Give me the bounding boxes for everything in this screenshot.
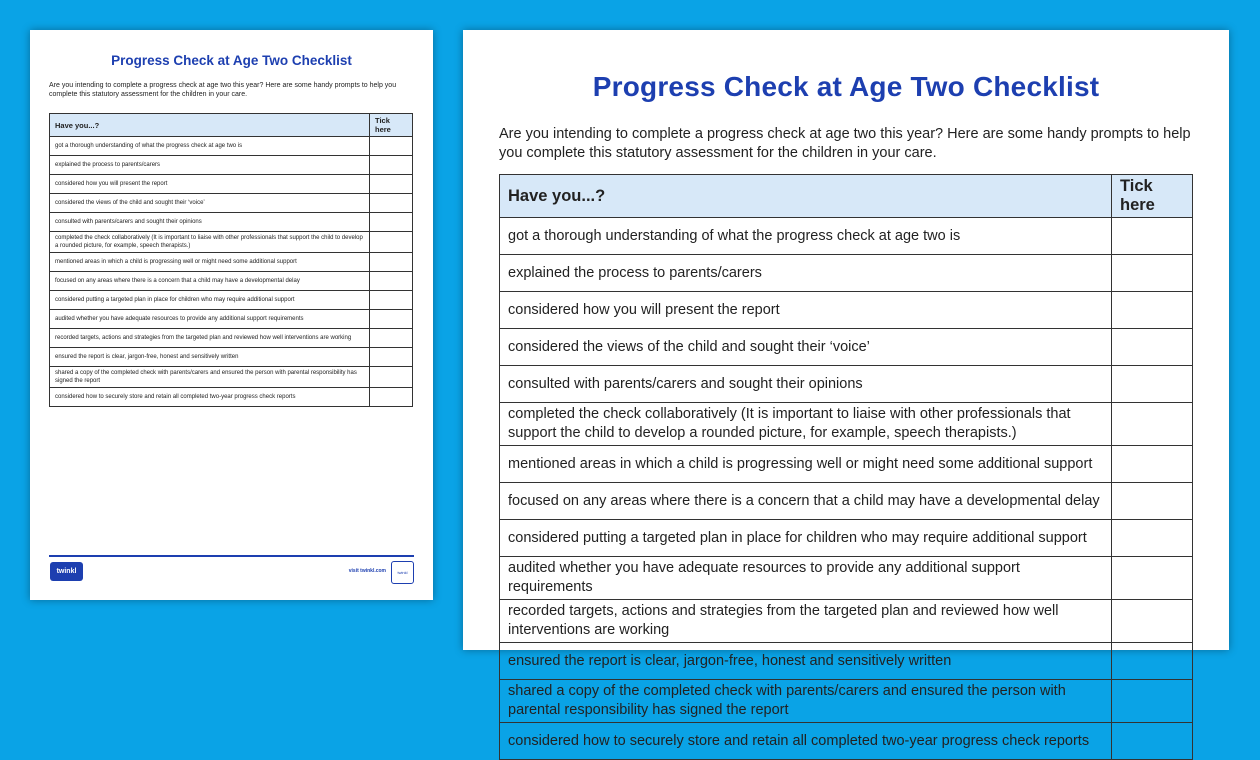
table-row [50, 329, 413, 348]
row-text: explained the process to parents/carers [50, 156, 370, 175]
row-text: shared a copy of the completed check with parents/carers and ensured the person with parental responsibility has signed the report [500, 680, 1112, 723]
tick-cell[interactable] [1112, 680, 1193, 723]
tick-cell[interactable] [1112, 600, 1193, 643]
table-row [50, 272, 413, 291]
row-text: explained the process to parents/carers [500, 255, 1112, 292]
row-text: audited whether you have adequate resources to provide any additional support requirements [500, 557, 1112, 600]
preview-page-large [463, 30, 1229, 749]
row-text: completed the check collaboratively (It is important to liaise with other professionals that support the child to develop a rounded picture, for example, speech therapists.) [500, 403, 1112, 446]
table-row [50, 367, 413, 388]
row-text: considered how to securely store and retain all completed two-year progress check reports [50, 388, 370, 407]
table-row [50, 232, 413, 253]
table-row [500, 403, 1193, 446]
row-text: focused on any areas where there is a concern that a child may have a developmental delay [50, 272, 370, 291]
row-text: got a thorough understanding of what the progress check at age two is [500, 218, 1112, 255]
table-row [500, 600, 1193, 643]
intro-text: Are you intending to complete a progress check at age two this year? Here are some handy prompts to help you complete this statutory assessment for the children in your care. [49, 82, 397, 98]
table-row [500, 218, 1193, 255]
row-text: considered putting a targeted plan in place for children who may require additional support [50, 291, 370, 310]
table-row [500, 723, 1193, 760]
header-have-you: Have you...? [50, 114, 370, 137]
table-row [50, 175, 413, 194]
tick-cell[interactable] [1112, 483, 1193, 520]
tick-cell[interactable] [370, 213, 413, 232]
table-row [50, 310, 413, 329]
row-text: consulted with parents/carers and sought their opinions [50, 213, 370, 232]
row-text: considered putting a targeted plan in place for children who may require additional support [500, 520, 1112, 557]
tick-cell[interactable] [1112, 403, 1193, 446]
tick-cell[interactable] [370, 367, 413, 388]
header-tick-here: Tick here [370, 114, 413, 137]
row-text: recorded targets, actions and strategies from the targeted plan and reviewed how well interventions are working [50, 329, 370, 348]
row-text: ensured the report is clear, jargon-free, honest and sensitively written [50, 348, 370, 367]
table-row [500, 643, 1193, 680]
table-row [50, 291, 413, 310]
tick-cell[interactable] [370, 348, 413, 367]
tick-cell[interactable] [370, 175, 413, 194]
checklist-table [49, 113, 413, 407]
tick-cell[interactable] [370, 329, 413, 348]
table-row [50, 388, 413, 407]
tick-cell[interactable] [1112, 643, 1193, 680]
row-text: considered how you will present the report [500, 292, 1112, 329]
row-text: focused on any areas where there is a concern that a child may have a developmental delay [500, 483, 1112, 520]
table-row [500, 483, 1193, 520]
tick-cell[interactable] [370, 232, 413, 253]
table-row [500, 680, 1193, 723]
row-text: completed the check collaboratively (It is important to liaise with other professionals that support the child to develop a rounded picture, for example, speech therapists.) [50, 232, 370, 253]
row-text: recorded targets, actions and strategies from the targeted plan and reviewed how well interventions are working [500, 600, 1112, 643]
row-text: consulted with parents/carers and sought their opinions [500, 366, 1112, 403]
table-header-row [500, 175, 1193, 218]
table-row [500, 292, 1193, 329]
tick-cell[interactable] [370, 388, 413, 407]
row-text: considered the views of the child and sought their ‘voice’ [500, 329, 1112, 366]
header-have-you: Have you...? [500, 175, 1112, 218]
checklist-table [499, 174, 1193, 760]
tick-cell[interactable] [1112, 520, 1193, 557]
tick-cell[interactable] [370, 291, 413, 310]
row-text: audited whether you have adequate resources to provide any additional support requirements [50, 310, 370, 329]
row-text: shared a copy of the completed check with parents/carers and ensured the person with parental responsibility has signed the report [50, 367, 370, 388]
tick-cell[interactable] [1112, 255, 1193, 292]
tick-cell[interactable] [370, 272, 413, 291]
page-title: Progress Check at Age Two Checklist [111, 53, 352, 68]
row-text: mentioned areas in which a child is progressing well or might need some additional support [50, 253, 370, 272]
tick-cell[interactable] [370, 194, 413, 213]
table-row [500, 520, 1193, 557]
tick-cell[interactable] [1112, 557, 1193, 600]
visit-link[interactable]: visit twinkl.com [348, 568, 386, 574]
table-row [500, 329, 1193, 366]
tick-cell[interactable] [370, 310, 413, 329]
preview-page-small [30, 30, 433, 600]
table-row [500, 255, 1193, 292]
row-text: considered how to securely store and retain all completed two-year progress check reports [500, 723, 1112, 760]
table-row [50, 156, 413, 175]
tick-cell[interactable] [1112, 366, 1193, 403]
table-row [50, 137, 413, 156]
tick-cell[interactable] [1112, 218, 1193, 255]
header-tick-here: Tick here [1112, 175, 1193, 218]
tick-cell[interactable] [1112, 723, 1193, 760]
row-text: ensured the report is clear, jargon-free, honest and sensitively written [500, 643, 1112, 680]
table-row [500, 446, 1193, 483]
tick-cell[interactable] [370, 253, 413, 272]
table-header-row [50, 114, 413, 137]
table-row [50, 194, 413, 213]
table-row [500, 557, 1193, 600]
twinkl-logo: twinkl [50, 562, 83, 581]
row-text: got a thorough understanding of what the progress check at age two is [50, 137, 370, 156]
table-row [50, 213, 413, 232]
tick-cell[interactable] [1112, 292, 1193, 329]
tick-cell[interactable] [370, 137, 413, 156]
table-row [500, 366, 1193, 403]
table-row [50, 253, 413, 272]
tick-cell[interactable] [1112, 446, 1193, 483]
intro-text: Are you intending to complete a progress check at age two this year? Here are some handy prompts to help you complete this statutory assessment for the children in your care. [499, 126, 1191, 161]
page-title: Progress Check at Age Two Checklist [592, 71, 1100, 102]
row-text: considered the views of the child and sought their ‘voice’ [50, 194, 370, 213]
footer-divider [49, 555, 414, 557]
row-text: mentioned areas in which a child is progressing well or might need some additional support [500, 446, 1112, 483]
tick-cell[interactable] [1112, 329, 1193, 366]
twinkl-badge-icon: twinkl [391, 561, 414, 584]
table-row [50, 348, 413, 367]
tick-cell[interactable] [370, 156, 413, 175]
row-text: considered how you will present the report [50, 175, 370, 194]
